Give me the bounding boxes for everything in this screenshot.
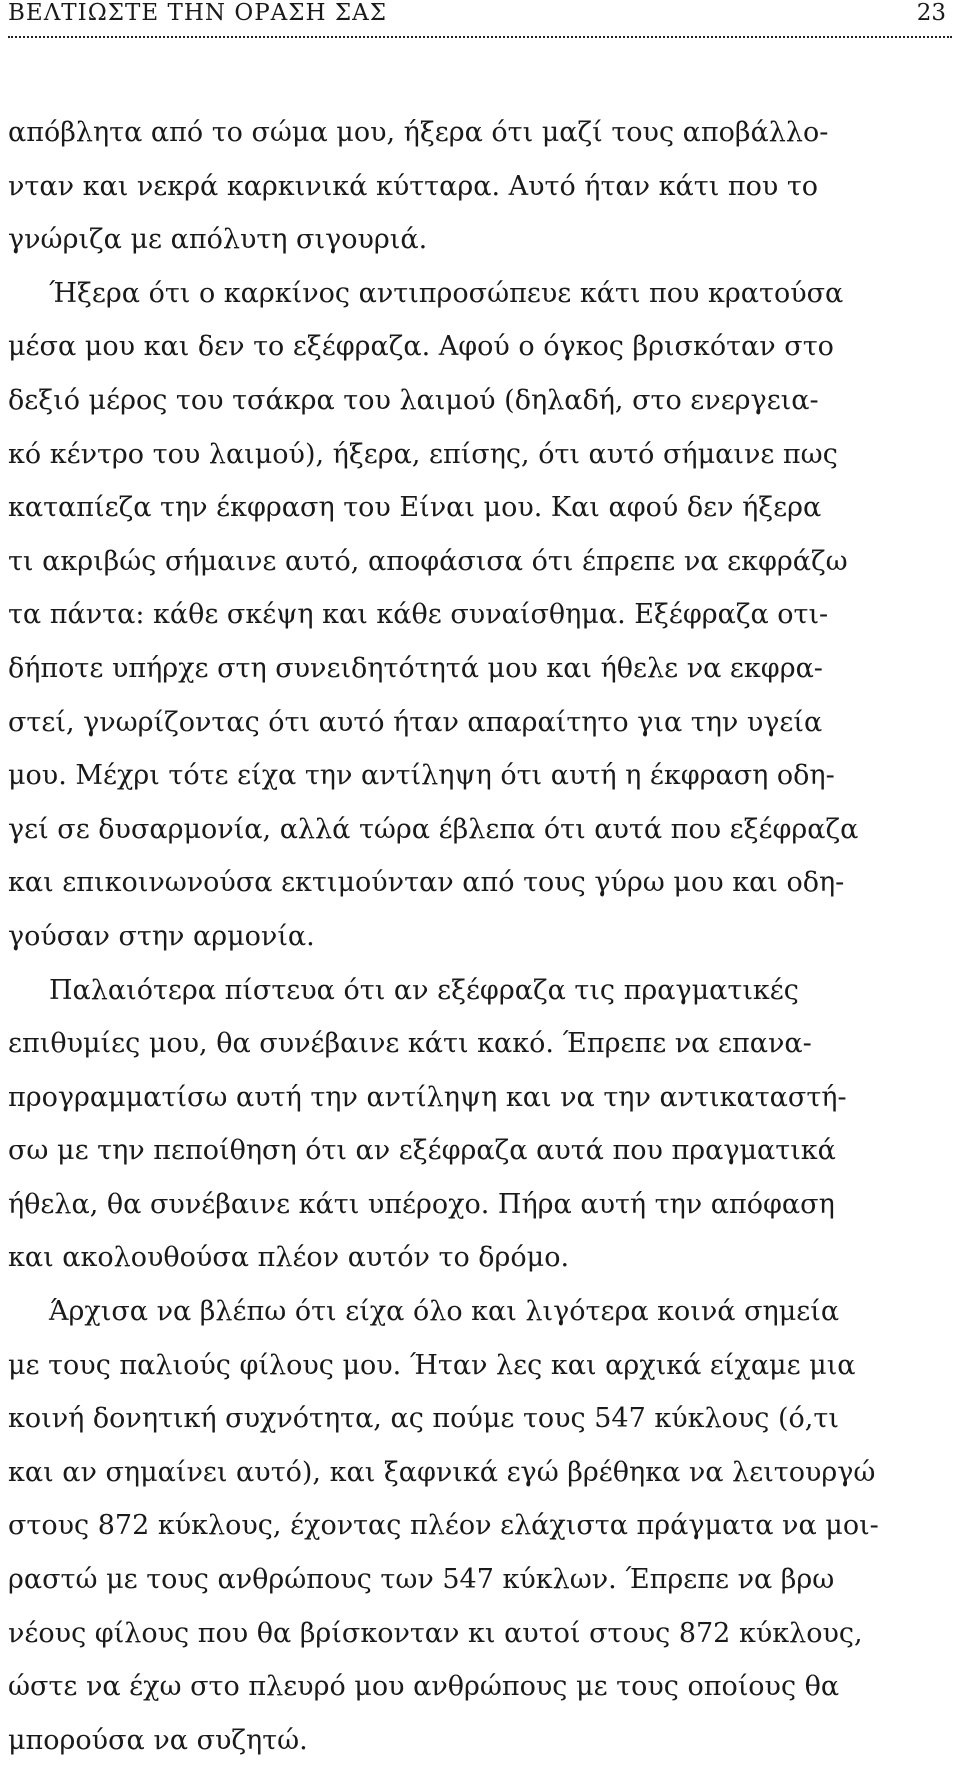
text-line: κό κέντρο του λαιμού), ήξερα, επίσης, ότι αυτό σήμαινε πως: [8, 438, 838, 470]
text-line: ώστε να έχω στο πλευρό μου ανθρώπους με τους οποίους θα: [8, 1671, 840, 1703]
text-line: δήποτε υπήρχε στη συνειδητότητά μου και ήθελε να εκφρα-: [8, 652, 823, 684]
text-line: και επικοινωνούσα εκτιμούνταν από τους γύρω μου και οδη-: [8, 867, 845, 899]
text-line: και ακολουθούσα πλέον αυτόν το δρόμο.: [8, 1242, 570, 1274]
text-line: στους 872 κύκλους, έχοντας πλέον ελάχιστα πράγματα να μοι-: [8, 1510, 879, 1542]
text-line: Παλαιότερα πίστευα ότι αν εξέφραζα τις πραγματικές: [49, 974, 799, 1006]
text-line: νέους φίλους που θα βρίσκονταν κι αυτοί στους 872 κύκλους,: [8, 1617, 863, 1649]
page-number: 23: [916, 0, 946, 26]
text-line: καταπίεζα την έκφραση του Είναι μου. Και αφού δεν ήξερα: [8, 492, 822, 524]
text-line: επιθυμίες μου, θα συνέβαινε κάτι κακό. Έπρεπε να επανα-: [8, 1028, 812, 1060]
text-line: Άρχισα να βλέπω ότι είχα όλο και λιγότερα κοινά σημεία: [49, 1296, 840, 1328]
text-line: και αν σημαίνει αυτό), και ξαφνικά εγώ βρέθηκα να λειτουργώ: [8, 1456, 876, 1488]
text-line: γούσαν στην αρμονία.: [8, 920, 315, 952]
text-line: σω με την πεποίθηση ότι αν εξέφραζα αυτά που πραγματικά: [8, 1135, 836, 1167]
text-line: γεί σε δυσαρμονία, αλλά τώρα έβλεπα ότι αυτά που εξέφραζα: [8, 813, 859, 845]
text-line: με τους παλιούς φίλους μου. Ήταν λες και αρχικά είχαμε μια: [8, 1349, 856, 1381]
text-line: ήθελα, θα συνέβαινε κάτι υπέροχο. Πήρα αυτή την απόφαση: [8, 1188, 835, 1220]
header-dotted-rule: [8, 36, 952, 38]
text-line: ραστώ με τους ανθρώπους των 547 κύκλων. Έπρεπε να βρω: [8, 1564, 835, 1596]
running-header: [8, 0, 952, 30]
text-line: προγραμματίσω αυτή την αντίληψη και να την αντικαταστή-: [8, 1081, 847, 1113]
text-line: μπορούσα να συζητώ.: [8, 1724, 308, 1756]
body-text: [8, 106, 952, 1767]
text-line: κοινή δονητική συχνότητα, ας πούμε τους 547 κύκλους (ό,τι: [8, 1403, 839, 1435]
text-line: μέσα μου και δεν το εξέφραζα. Αφού ο όγκος βρισκόταν στο: [8, 331, 834, 363]
text-line: στεί, γνωρίζοντας ότι αυτό ήταν απαραίτητο για την υγεία: [8, 706, 823, 738]
text-line: νταν και νεκρά καρκινικά κύτταρα. Αυτό ήταν κάτι που το: [8, 170, 819, 202]
text-line: δεξιό μέρος του τσάκρα του λαιμού (δηλαδή, στο ενεργεια-: [8, 384, 819, 416]
text-line: μου. Μέχρι τότε είχα την αντίληψη ότι αυτή η έκφραση οδη-: [8, 760, 835, 792]
text-line: Ήξερα ότι ο καρκίνος αντιπροσώπευε κάτι που κρατούσα: [49, 277, 844, 309]
running-head-title: ΒΕΛΤΙΩΣΤΕ ΤΗΝ ΟΡΑΣΗ ΣΑΣ: [8, 0, 388, 26]
text-line: τι ακριβώς σήμαινε αυτό, αποφάσισα ότι έπρεπε να εκφράζω: [8, 545, 848, 577]
text-line: απόβλητα από το σώμα μου, ήξερα ότι μαζί τους αποβάλλο-: [8, 117, 829, 148]
text-line: γνώριζα με απόλυτη σιγουριά.: [8, 224, 428, 256]
text-line: τα πάντα: κάθε σκέψη και κάθε συναίσθημα. Εξέφραζα οτι-: [8, 599, 829, 631]
